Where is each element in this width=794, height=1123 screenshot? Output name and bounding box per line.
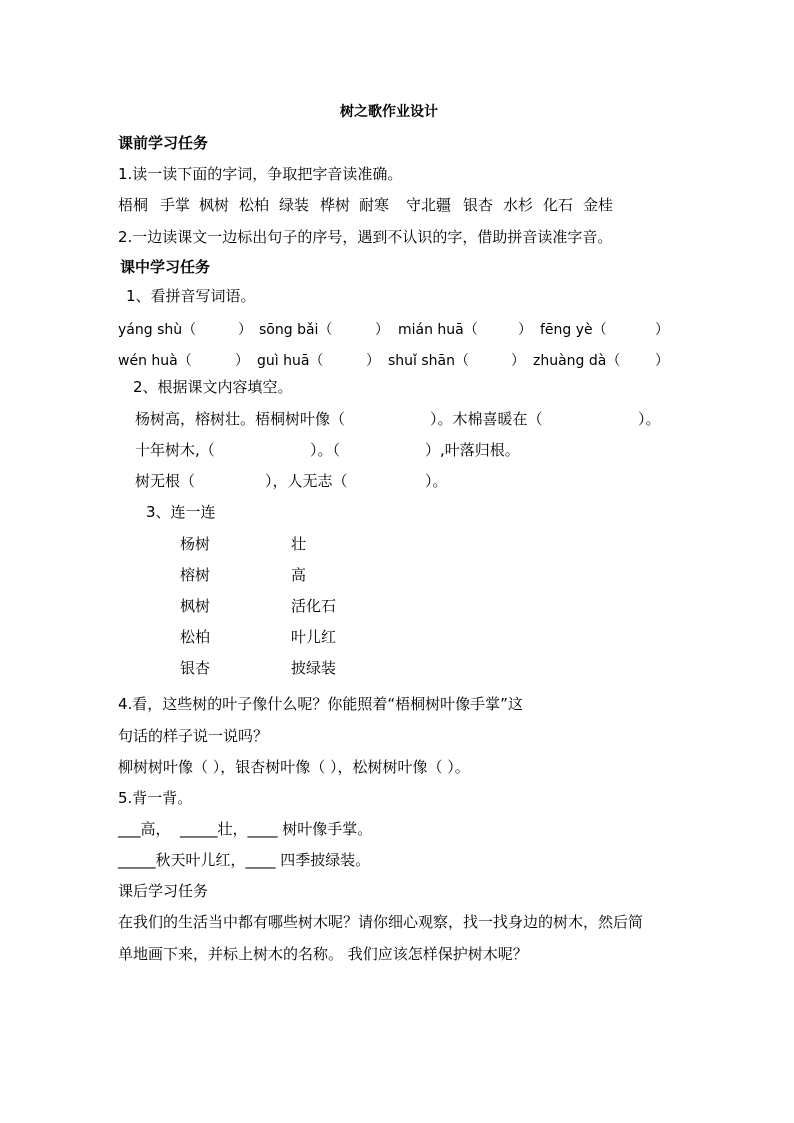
- post-class-heading: 课后学习任务: [118, 882, 209, 900]
- fill-segment: ）。: [425, 472, 448, 490]
- pinyin-blank-close: ）: [235, 353, 249, 369]
- word: 化石: [543, 196, 574, 214]
- match-left-item: 银杏: [180, 659, 211, 677]
- match-left-item: 榕树: [180, 566, 211, 584]
- match-right-item: 高: [291, 566, 307, 584]
- pinyin-blank-close: ）: [366, 353, 380, 369]
- in-task-3: 3、连一连: [146, 503, 216, 521]
- in-task-5: 5.背一背。: [118, 789, 193, 807]
- pre-task-2: 2.一边读课文一边标出句子的序号，遇到不认识的字，借助拼音读准字音。: [118, 228, 613, 246]
- match-left-item: 杨树: [180, 535, 211, 553]
- match-right-item: 披绿装: [291, 659, 337, 677]
- word: 梧桐: [118, 196, 149, 214]
- post-class-line-2: 单地画下来，并标上树木的名称。 我们应该怎样保护树木呢？: [118, 945, 528, 963]
- in-task-4-line-3: 柳树树叶像（ ），银杏树叶像（ ），松树树叶像（ ）。: [118, 758, 470, 776]
- pinyin-item: shuǐ shān（: [388, 353, 469, 369]
- in-task-4-line-2: 句话的样子说一说吗？: [118, 727, 269, 745]
- match-right-item: 壮: [291, 535, 307, 553]
- in-class-heading: 课中学习任务: [120, 258, 211, 276]
- recite-line-2: _____秋天叶儿红，____ 四季披绿装。: [118, 851, 371, 869]
- word: 松柏: [239, 196, 270, 214]
- fill-segment: 杨树高，榕树壮。梧桐树叶像（: [135, 410, 346, 428]
- in-task-2: 2、根据课文内容填空。: [133, 378, 293, 396]
- word: 枫树: [199, 196, 230, 214]
- pinyin-item: wén huà（: [118, 353, 192, 369]
- fill-segment: 十年树木,（: [135, 441, 215, 459]
- pinyin-item: mián huā（: [398, 322, 478, 338]
- pinyin-item: sōng bǎi（: [259, 322, 333, 338]
- pinyin-blank-close: ）: [238, 322, 252, 338]
- fill-segment: ）。（: [310, 441, 341, 459]
- fill-segment: 树无根（: [135, 472, 196, 490]
- fill-segment: ）。: [638, 410, 661, 428]
- word: 手掌: [160, 196, 191, 214]
- pinyin-item: yáng shù（: [118, 322, 197, 338]
- word: 桦树: [320, 196, 351, 214]
- word: 绿装: [279, 196, 310, 214]
- pinyin-blank-close: ）: [655, 353, 669, 369]
- recite-line-1: ___高， _____壮，____ 树叶像手掌。: [118, 820, 373, 838]
- fill-segment: ）,叶落归根。: [425, 441, 520, 459]
- pinyin-blank-close: ）: [655, 322, 669, 338]
- pinyin-blank-close: ）: [511, 353, 525, 369]
- word: 银杏: [463, 196, 494, 214]
- match-right-item: 活化石: [291, 597, 337, 615]
- post-class-line-1: 在我们的生活当中都有哪些树木呢？请你细心观察，找一找身边的树木，然后简: [118, 913, 644, 931]
- pre-task-1: 1.读一读下面的字词，争取把字音读准确。: [118, 165, 403, 183]
- pre-class-heading: 课前学习任务: [118, 134, 209, 152]
- in-task-1: 1、看拼音写词语。: [126, 287, 256, 305]
- fill-segment: ）。木棉喜暖在（: [430, 410, 543, 428]
- word: 金桂: [583, 196, 614, 214]
- word: 水杉: [503, 196, 534, 214]
- page-title: 树之歌作业设计: [340, 104, 438, 120]
- match-right-item: 叶儿红: [291, 628, 337, 646]
- pinyin-item: guì huā（: [257, 353, 324, 369]
- match-left-item: 松柏: [180, 628, 211, 646]
- pinyin-blank-close: ）: [375, 322, 389, 338]
- in-task-4-line-1: 4.看，这些树的叶子像什么呢？你能照着“梧桐树叶像手掌”这: [118, 695, 523, 713]
- fill-segment: ），人无志（: [265, 472, 348, 490]
- pinyin-blank-close: ）: [518, 322, 532, 338]
- pinyin-item: zhuàng dà（: [533, 353, 621, 369]
- match-left-item: 枫树: [180, 597, 211, 615]
- pinyin-item: fēng yè（: [540, 322, 607, 338]
- word: 耐寒: [359, 196, 390, 214]
- word: 守北疆: [406, 196, 452, 214]
